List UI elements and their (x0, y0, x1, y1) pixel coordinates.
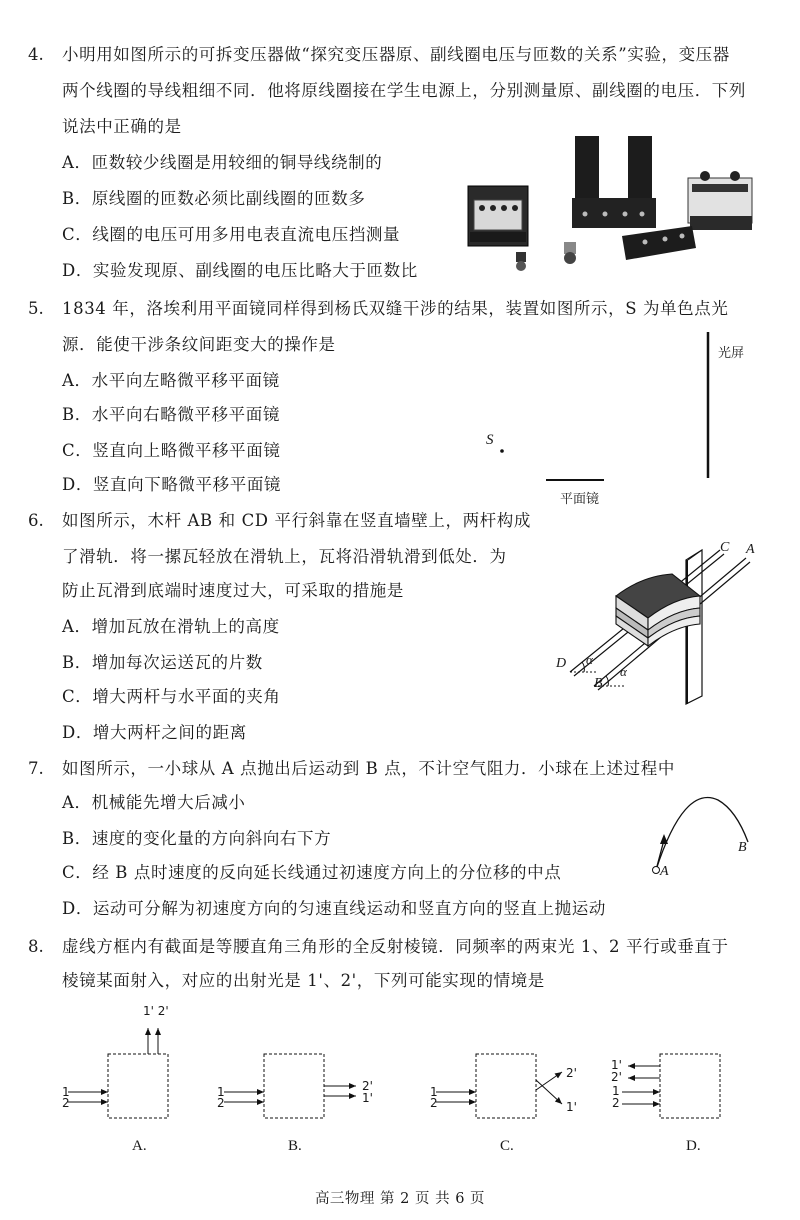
mirror-label: 平面镜 (560, 492, 600, 507)
q7-option-a: A．机械能先增大后减小 (62, 793, 246, 812)
q7-number: 7. (28, 759, 44, 778)
point-a (653, 867, 660, 874)
coil-right (688, 171, 752, 230)
q5-option-b: B．水平向右略微平移平面镜 (62, 405, 280, 424)
q8-stem-line-2: 棱镜某面射入，对应的出射光是 1'、2'，下列可能实现的情境是 (62, 971, 545, 990)
q8-number: 8. (28, 937, 44, 956)
q7-option-d: D．运动可分解为初速度方向的匀速直线运动和竖直方向的竖直上抛运动 (62, 899, 606, 918)
c-label-out2: 2' (566, 1066, 577, 1080)
q6-stem-line-2: 了滑轨．将一摞瓦轻放在滑轨上，瓦将沿滑轨滑到低处．为 (62, 547, 507, 566)
q6-option-c: C．增大两杆与水平面的夹角 (62, 687, 281, 706)
q5-option-d: D．竖直向下略微平移平面镜 (62, 475, 282, 494)
page-footer: 高三物理 第 2 页 共 6 页 (314, 1191, 486, 1207)
q4-option-d: D．实验发现原、副线圈的电压比略大于匝数比 (62, 261, 418, 280)
c-label-in1: 1 (430, 1085, 438, 1099)
label-d: D (556, 656, 567, 671)
a-label-in2: 2 (62, 1096, 70, 1110)
q4-stem-line-1: 小明用如图所示的可拆变压器做“探究变压器原、副线圈电压与匝数的关系”实验，变压器 (62, 45, 730, 64)
q4-stem-line-2: 两个线圈的导线粗细不同．他将原线圈接在学生电源上，分别测量原、副线圈的电压．下列 (62, 81, 746, 100)
q6-option-b: B．增加每次运送瓦的片数 (62, 653, 263, 672)
diagram-a (68, 1028, 168, 1118)
tile-slide-figure (550, 536, 760, 706)
label-b: B (594, 676, 603, 691)
q5-option-c: C．竖直向上略微平移平面镜 (62, 441, 281, 460)
q8-stem-line-1: 虚线方框内有截面是等腰直角三角形的全反射棱镜．同频率的两束光 1、2 平行或垂直于 (62, 937, 729, 956)
trajectory (656, 797, 748, 870)
b-label-in1: 1 (217, 1085, 225, 1099)
q4-number: 4. (28, 45, 44, 64)
diagram-c (436, 1054, 562, 1118)
d-label-in1: 1 (612, 1084, 620, 1098)
choice-d: D. (686, 1138, 701, 1154)
diagram-b (224, 1054, 356, 1118)
q5-stem-line-1: 1834 年，洛埃利用平面镜同样得到杨氏双缝干涉的结果，装置如图所示，S 为单色点光 (62, 299, 729, 318)
q6-stem-line-3: 防止瓦滑到底端时速度过大，可采取的措施是 (62, 581, 404, 600)
choice-c: C. (500, 1138, 514, 1154)
label-a-point: A (660, 864, 669, 879)
label-b-point: B (738, 840, 747, 855)
label-a: A (746, 542, 755, 557)
q4-option-a: A．匝数较少线圈是用较细的铜导线绕制的 (62, 153, 383, 172)
q5-number: 5. (28, 299, 44, 318)
q4-option-c: C．线圈的电压可用多用电表直流电压挡测量 (62, 225, 401, 244)
screen-label: 光屏 (718, 346, 745, 361)
a-label-in1: 1 (62, 1085, 70, 1099)
point-source (500, 449, 504, 453)
q7-option-b: B．速度的变化量的方向斜向右下方 (62, 829, 332, 848)
label-alpha-1: α (586, 652, 593, 667)
q6-stem-line-1: 如图所示，木杆 AB 和 CD 平行斜靠在竖直墙壁上，两杆构成 (62, 511, 531, 530)
b-label-in2: 2 (217, 1096, 225, 1110)
source-label: S (486, 432, 494, 448)
b-label-out1: 1' (362, 1091, 373, 1105)
q7-stem-line-1: 如图所示，一小球从 A 点抛出后运动到 B 点，不计空气阻力．小球在上述过程中 (62, 759, 675, 778)
q7-option-c: C．经 B 点时速度的反向延长线通过初速度方向上的分位移的中点 (62, 863, 562, 882)
q4-stem-line-3: 说法中正确的是 (62, 117, 182, 136)
choice-a: A. (132, 1138, 147, 1154)
d-label-in2: 2 (612, 1096, 620, 1110)
coil-left (468, 186, 528, 246)
choice-b: B. (288, 1138, 302, 1154)
c-label-out1: 1' (566, 1100, 577, 1114)
prism-diagrams (50, 1006, 770, 1126)
q6-number: 6. (28, 511, 44, 530)
u-core (572, 136, 656, 228)
b-label-out2: 2' (362, 1079, 373, 1093)
q5-stem-line-2: 源．能使干涉条纹间距变大的操作是 (62, 335, 336, 354)
q4-option-b: B．原线圈的匝数必须比副线圈的匝数多 (62, 189, 366, 208)
d-label-out1: 1' (611, 1058, 622, 1072)
i-bar (622, 226, 696, 260)
c-label-in2: 2 (430, 1096, 438, 1110)
q6-option-a: A．增加瓦放在滑轨上的高度 (62, 617, 280, 636)
a-label-out: 1' 2' (143, 1004, 169, 1018)
label-alpha-2: α (620, 664, 627, 679)
transformer-figure (460, 128, 760, 278)
label-c: C (720, 540, 730, 555)
projectile-figure (636, 790, 776, 880)
diagram-d (622, 1054, 720, 1118)
q6-option-d: D．增大两杆之间的距离 (62, 723, 247, 742)
q5-option-a: A．水平向左略微平移平面镜 (62, 371, 280, 390)
d-label-out2: 2' (611, 1070, 622, 1084)
